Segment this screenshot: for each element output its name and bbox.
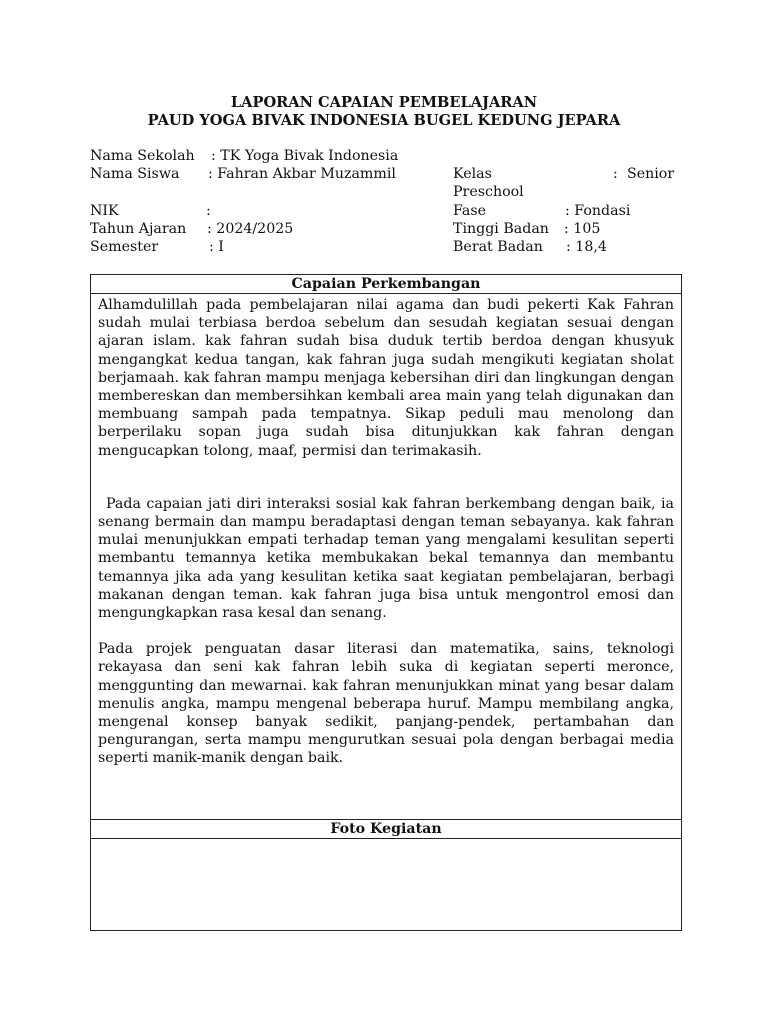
capaian-paragraph-jati-diri: Pada capaian jati diri interaksi sosial kak fahran berkembang dengan baik, ia senang bermain dan mampu beradaptasi dengan teman sebayanya. kak fahran mulai menunjukkan empati terhadap teman yang mengalami kesulitan seperti membantu temannya ketika membukakan bekal temannya dan membantu temannya jika ada yang kesulitan ketika saat kegiatan pembelajaran, berbagi makanan dengan teman. kak fahran juga bisa untuk mengontrol emosi dan mengungkapkan rasa kesal dan senang.: [98, 495, 674, 622]
tinggi-badan-label: Tinggi Badan: [453, 221, 549, 237]
nama-siswa-value: : Fahran Akbar Muzammil: [208, 166, 396, 182]
foto-heading: Foto Kegiatan: [91, 820, 682, 839]
capaian-paragraph-literasi: Pada projek penguatan dasar literasi dan matematika, sains, teknologi rekayasa dan seni kak fahran lebih suka di kegiatan seperti meronce, menggunting dan mewarnai. kak fahran menunjukkan minat yang besar dalam menulis angka, mampu mengenal beberapa huruf. Mampu membilang angka, mengenal konsep banyak sedikit, panjang-pendek, pertambahan dan pengurangan, serta mampu mengurutkan sesuai pola dengan berbagai media seperti manik-manik dengan baik.: [98, 641, 674, 767]
semester-value: : I: [209, 239, 224, 255]
kelas-value-cont: Preschool: [453, 184, 524, 200]
berat-badan-label: Berat Badan: [453, 239, 543, 255]
kelas-label: Kelas: [453, 166, 492, 182]
tinggi-badan-value: : 105: [564, 221, 601, 237]
nik-label: NIK: [90, 203, 119, 219]
nama-sekolah-value: : TK Yoga Bivak Indonesia: [211, 148, 399, 164]
berat-badan-value: : 18,4: [566, 239, 607, 255]
capaian-paragraph-agama: Alhamdulillah pada pembelajaran nilai agama dan budi pekerti Kak Fahran sudah mulai terbiasa berdoa sebelum dan sesudah kegiatan sesuai dengan ajaran islam. kak fahran sudah bisa duduk tertib berdoa dengan khusyuk mengangkat kedua tangan, kak fahran juga sudah mengikuti kegiatan sholat berjamaah. kak fahran mampu menjaga kebersihan diri dan lingkungan dengan membereskan dan membersihkan kembali area main yang telah digunakan dan membuang sampah pada tempatnya. Sikap peduli mau menolong dan berperilaku sopan juga sudah bisa ditunjukkan kak fahran dengan mengucapkan tolong, maaf, permisi dan terimakasih.: [98, 297, 674, 459]
tahun-ajaran-value: : 2024/2025: [207, 221, 294, 237]
nik-value: :: [206, 203, 211, 219]
nama-sekolah-label: Nama Sekolah: [90, 148, 195, 164]
foto-area: [91, 839, 682, 931]
semester-label: Semester: [90, 239, 159, 255]
capaian-heading: Capaian Perkembangan: [91, 275, 682, 294]
report-table: [90, 274, 682, 931]
kelas-colon: :: [613, 166, 618, 182]
kelas-value: Senior: [627, 166, 675, 182]
school-title: PAUD YOGA BIVAK INDONESIA BUGEL KEDUNG JEPARA: [147, 112, 621, 129]
report-title: LAPORAN CAPAIAN PEMBELAJARAN: [230, 94, 538, 111]
fase-label: Fase: [453, 203, 487, 219]
tahun-ajaran-label: Tahun Ajaran: [90, 221, 187, 237]
capaian-body: [91, 294, 682, 820]
fase-value: : Fondasi: [565, 203, 631, 219]
nama-siswa-label: Nama Siswa: [90, 166, 180, 182]
